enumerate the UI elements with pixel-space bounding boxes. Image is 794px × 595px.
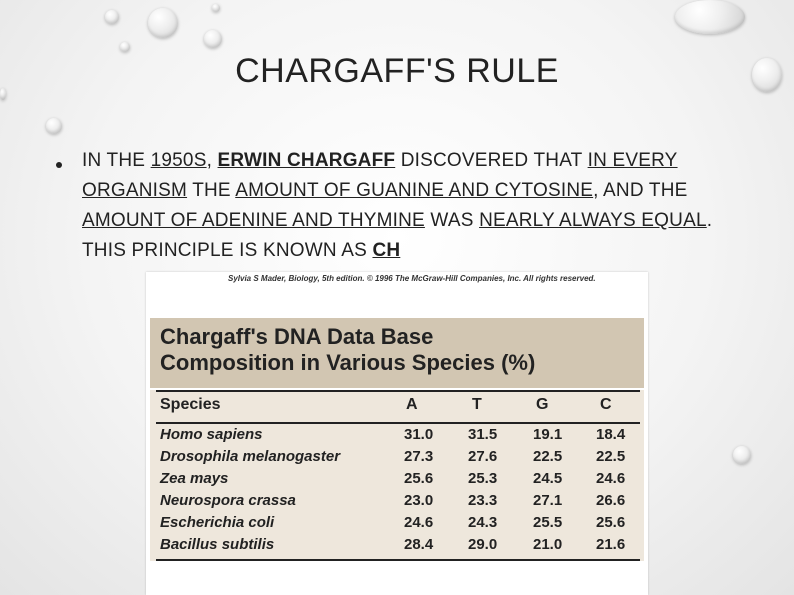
value-cell-t: 25.3 xyxy=(468,470,498,487)
text-segment-underlined: IN EVERY ORGANISM xyxy=(82,150,678,201)
figure-header xyxy=(150,318,644,388)
table-row xyxy=(160,536,640,558)
water-drop-decoration xyxy=(46,118,62,134)
table-rule-top xyxy=(156,390,640,392)
water-drop-decoration xyxy=(105,10,119,24)
water-drop-decoration xyxy=(204,30,222,48)
value-cell-a: 24.6 xyxy=(404,514,434,531)
text-segment: . THIS PRINCIPLE IS KNOWN AS xyxy=(82,210,713,261)
column-header-t: T xyxy=(472,396,482,413)
text-segment-underlined: AMOUNT OF GUANINE AND CYTOSINE xyxy=(235,180,594,201)
text-segment: THE xyxy=(187,180,236,201)
species-cell: Homo sapiens xyxy=(160,426,263,443)
bullet-text xyxy=(82,146,742,266)
water-drop-decoration xyxy=(675,0,745,34)
text-segment-bold: CH xyxy=(372,240,401,261)
value-cell-g: 24.5 xyxy=(533,470,563,487)
value-cell-c: 25.6 xyxy=(596,514,626,531)
water-drop-decoration xyxy=(733,446,751,464)
bullet-dot-icon xyxy=(56,162,62,168)
text-segment: WAS xyxy=(424,210,480,231)
text-segment-underlined: 1950S xyxy=(150,150,207,171)
water-drop-decoration xyxy=(148,8,178,38)
species-cell: Neurospora crassa xyxy=(160,492,296,509)
table-row xyxy=(160,426,640,448)
value-cell-t: 31.5 xyxy=(468,426,498,443)
column-header-species: Species xyxy=(160,396,221,413)
value-cell-a: 27.3 xyxy=(404,448,434,465)
value-cell-t: 24.3 xyxy=(468,514,498,531)
value-cell-a: 28.4 xyxy=(404,536,434,553)
value-cell-t: 29.0 xyxy=(468,536,498,553)
text-segment-underlined: NEARLY ALWAYS EQUAL xyxy=(479,210,707,231)
text-segment: , AND THE xyxy=(593,180,688,201)
figure-title-line1: Chargaff's DNA Data Base xyxy=(160,324,434,349)
figure-title xyxy=(160,324,535,376)
species-cell: Bacillus subtilis xyxy=(160,536,275,553)
column-header-c: C xyxy=(600,396,612,413)
table-row xyxy=(160,514,640,536)
text-segment: DISCOVERED THAT xyxy=(395,150,588,171)
column-header-g: G xyxy=(536,396,549,413)
value-cell-a: 25.6 xyxy=(404,470,434,487)
data-table xyxy=(150,390,644,561)
table-rule-bottom xyxy=(156,559,640,561)
figure-credit: Sylvia S Mader, Biology, 5th edition. © 1996 The McGraw-Hill Companies, Inc. All rights reserved. xyxy=(228,274,596,283)
species-cell: Drosophila melanogaster xyxy=(160,448,341,465)
text-segment: IN THE xyxy=(82,150,151,171)
table-row xyxy=(160,492,640,514)
chargaff-table-image xyxy=(146,272,648,595)
value-cell-c: 22.5 xyxy=(596,448,626,465)
text-segment-bold: ERWIN CHARGAFF xyxy=(217,150,396,171)
water-drop-decoration xyxy=(120,42,130,52)
figure-title-line2: Composition in Various Species (%) xyxy=(160,350,536,375)
value-cell-g: 27.1 xyxy=(533,492,563,509)
value-cell-g: 19.1 xyxy=(533,426,563,443)
table-row xyxy=(160,470,640,492)
value-cell-c: 18.4 xyxy=(596,426,626,443)
text-segment: , xyxy=(206,150,218,171)
value-cell-a: 31.0 xyxy=(404,426,434,443)
species-cell: Zea mays xyxy=(160,470,229,487)
slide-title: CHARGAFF'S RULE xyxy=(235,52,559,90)
value-cell-g: 25.5 xyxy=(533,514,563,531)
text-segment-underlined: AMOUNT OF ADENINE AND THYMINE xyxy=(82,210,425,231)
value-cell-a: 23.0 xyxy=(404,492,434,509)
value-cell-g: 21.0 xyxy=(533,536,563,553)
column-header-a: A xyxy=(406,396,418,413)
table-row xyxy=(160,448,640,470)
value-cell-c: 21.6 xyxy=(596,536,626,553)
water-drop-decoration xyxy=(212,4,220,12)
value-cell-t: 23.3 xyxy=(468,492,498,509)
value-cell-c: 24.6 xyxy=(596,470,626,487)
value-cell-c: 26.6 xyxy=(596,492,626,509)
table-header-row xyxy=(160,396,640,418)
species-cell: Escherichia coli xyxy=(160,514,275,531)
value-cell-t: 27.6 xyxy=(468,448,498,465)
value-cell-g: 22.5 xyxy=(533,448,563,465)
table-rule-header xyxy=(156,422,640,424)
